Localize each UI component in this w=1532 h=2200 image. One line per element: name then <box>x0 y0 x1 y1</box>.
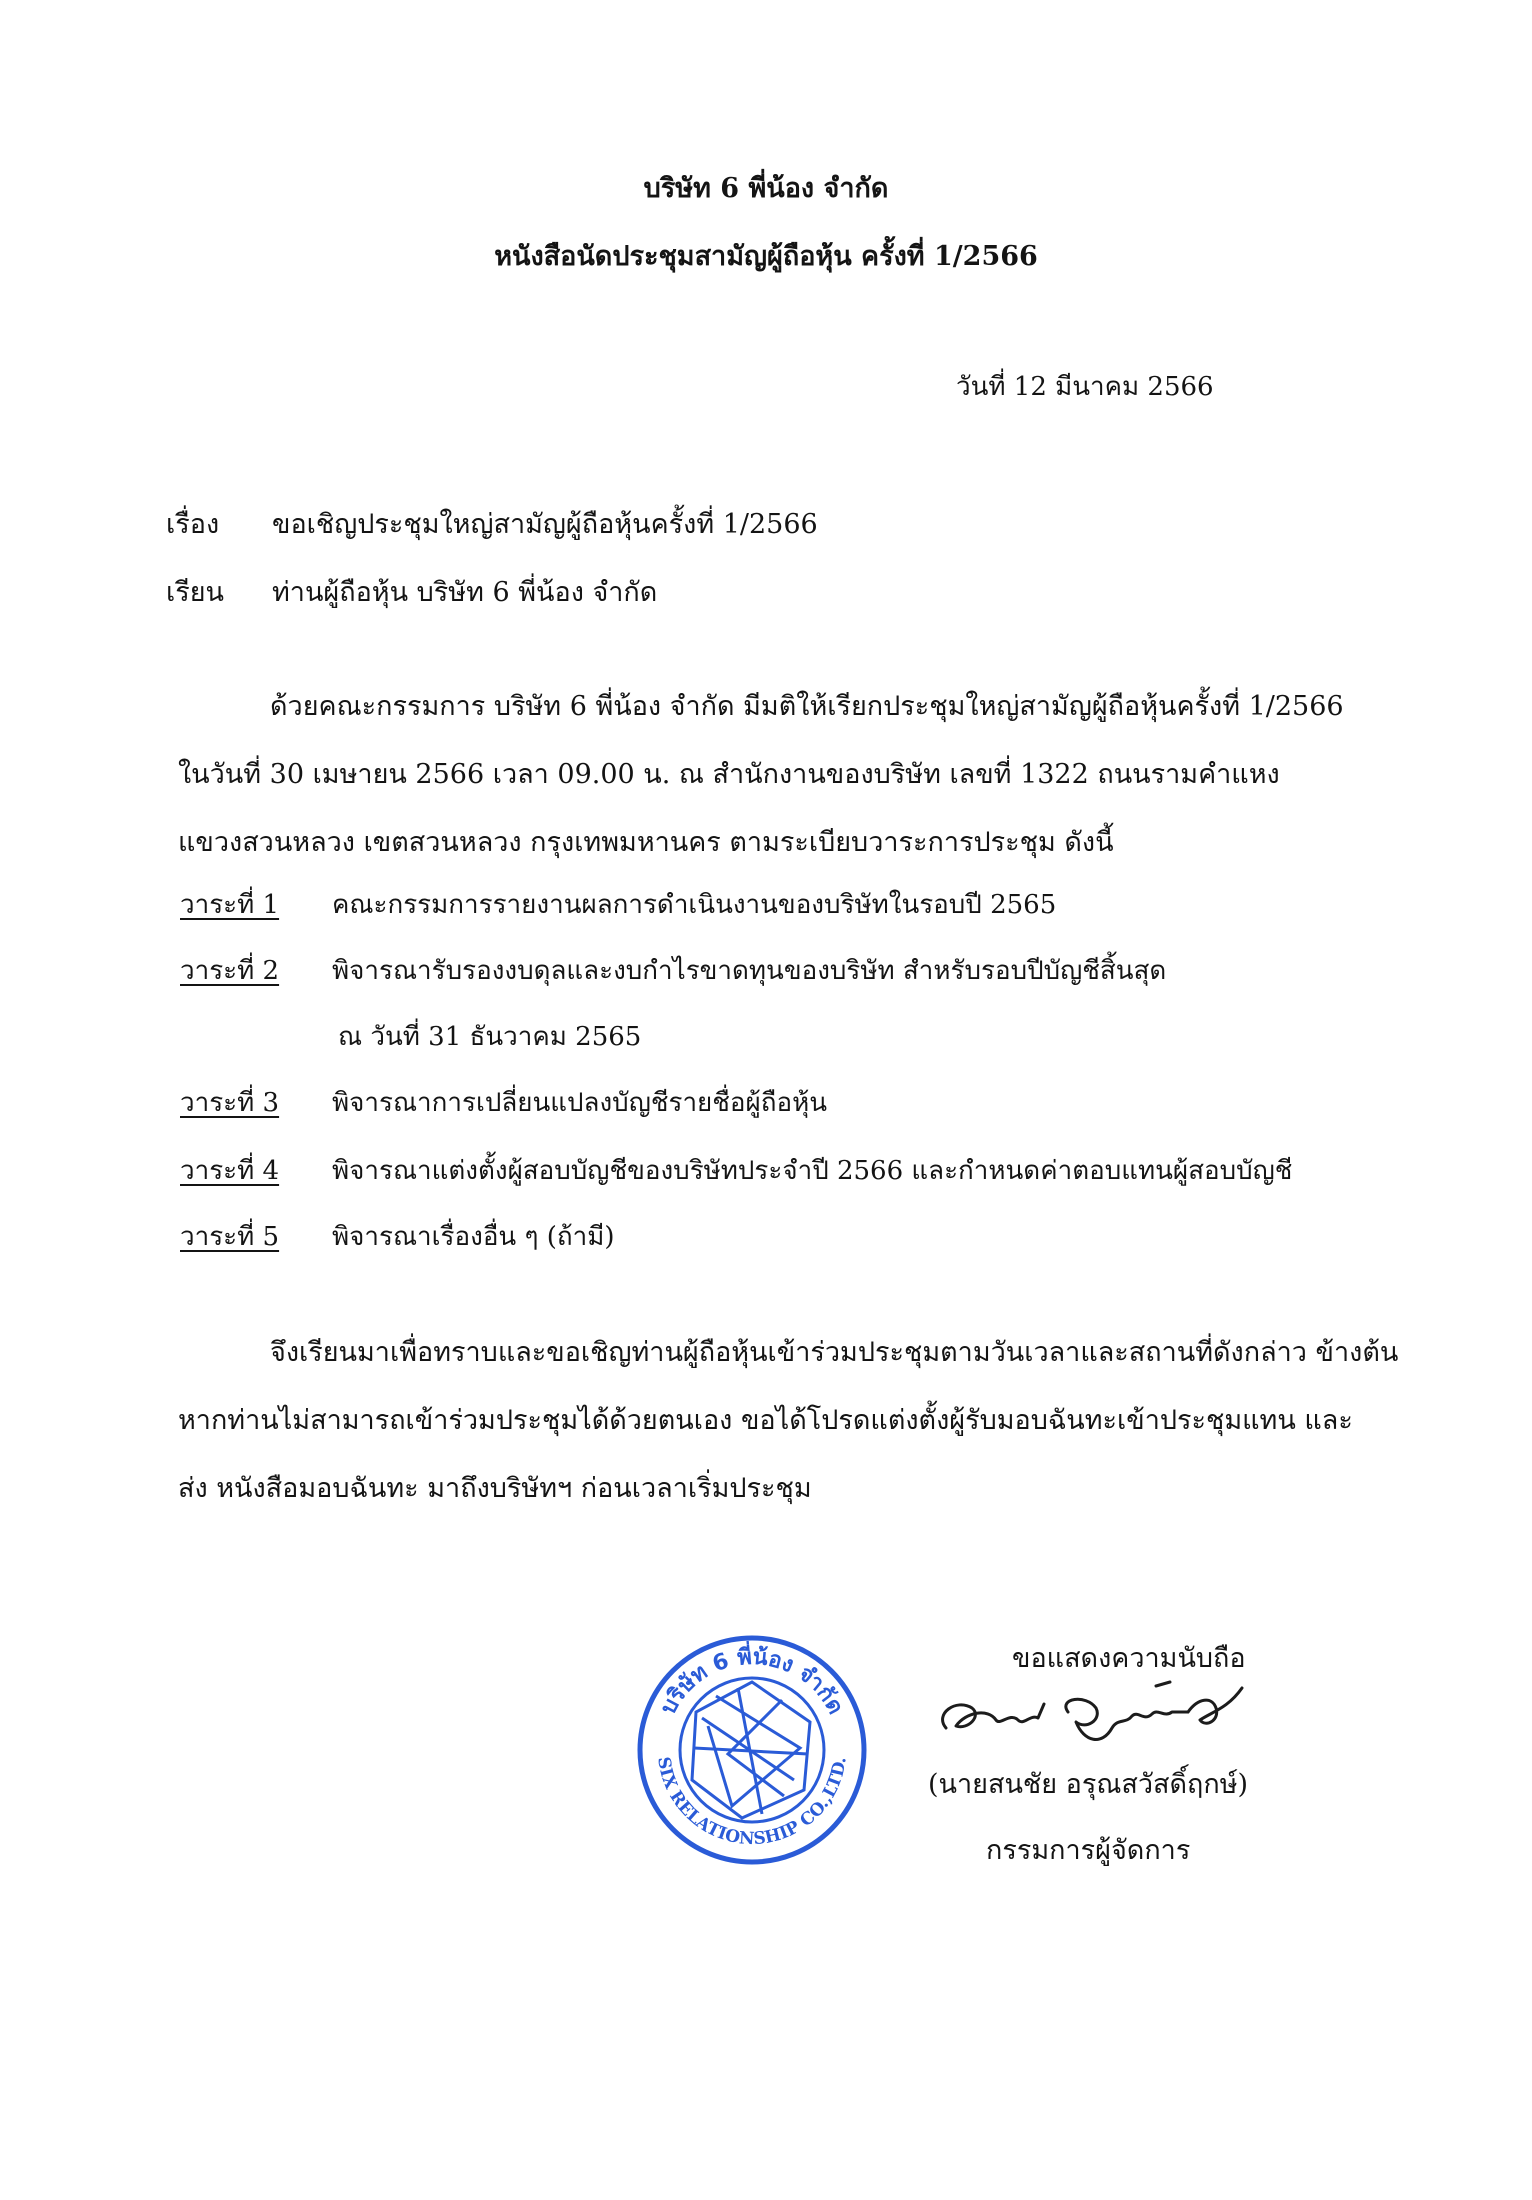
signer-name: (นายสนชัย อรุณสวัสดิ์ฤกษ์) <box>928 1769 1249 1800</box>
agenda-2-label: วาระที่ 2 <box>180 956 280 986</box>
agenda-3-label: วาระที่ 3 <box>180 1088 280 1118</box>
closing-salutation: ขอแสดงความนับถือ <box>1012 1643 1246 1674</box>
agenda-1-label: วาระที่ 1 <box>180 890 280 920</box>
signer-title: กรรมการผู้จัดการ <box>986 1835 1191 1866</box>
body-line-1: ด้วยคณะกรรมการ บริษัท 6 พี่น้อง จำกัด มีมติให้เรียกประชุมใหญ่สามัญผู้ถือหุ้นครั้งที่ 1/2566 <box>270 691 1344 722</box>
company-name: บริษัท 6 พี่น้อง จำกัด <box>643 173 889 204</box>
stamp-english-text: SIX RELATIONSHIP CO.,LTD. <box>653 1755 851 1850</box>
agenda-5-label: วาระที่ 5 <box>180 1222 280 1252</box>
closing-line-3: ส่ง หนังสือมอบฉันทะ มาถึงบริษัทฯ ก่อนเวลาเริ่มประชุม <box>178 1473 812 1504</box>
subject-label: เรื่อง <box>166 509 220 540</box>
agenda-3-text: พิจารณาการเปลี่ยนแปลงบัญชีรายชื่อผู้ถือหุ้น <box>332 1088 828 1118</box>
agenda-5-text: พิจารณาเรื่องอื่น ๆ (ถ้ามี) <box>332 1222 615 1252</box>
document-date: วันที่ 12 มีนาคม 2566 <box>956 372 1214 402</box>
agenda-1-text: คณะกรรมการรายงานผลการดำเนินงานของบริษัทในรอบปี 2565 <box>332 890 1057 920</box>
closing-line-1: จึงเรียนมาเพื่อทราบและขอเชิญท่านผู้ถือหุ้นเข้าร่วมประชุมตามวันเวลาและสถานที่ดังกล่าว ข้างต้น <box>270 1337 1399 1368</box>
agenda-2-continuation: ณ วันที่ 31 ธันวาคม 2565 <box>338 1022 642 1052</box>
agenda-4-text: พิจารณาแต่งตั้งผู้สอบบัญชีของบริษัทประจำปี 2566 และกำหนดค่าตอบแทนผู้สอบบัญชี <box>332 1156 1293 1186</box>
handwritten-signature <box>926 1668 1266 1758</box>
stamp-thai-text: บริษัท 6 พี่น้อง จำกัด <box>656 1644 848 1719</box>
recipient-label: เรียน <box>166 577 225 608</box>
agenda-4-label: วาระที่ 4 <box>180 1156 280 1186</box>
closing-line-2: หากท่านไม่สามารถเข้าร่วมประชุมได้ด้วยตนเอง ขอได้โปรดแต่งตั้งผู้รับมอบฉันทะเข้าประชุมแทน และ <box>178 1405 1353 1436</box>
recipient-text: ท่านผู้ถือหุ้น บริษัท 6 พี่น้อง จำกัด <box>272 577 658 608</box>
agenda-2-text: พิจารณารับรองงบดุลและงบกำไรขาดทุนของบริษัท สำหรับรอบปีบัญชีสิ้นสุด <box>332 956 1167 986</box>
body-line-3: แขวงสวนหลวง เขตสวนหลวง กรุงเทพมหานคร ตามระเบียบวาระการประชุม ดังนี้ <box>178 827 1114 858</box>
company-seal-stamp <box>632 1630 872 1870</box>
body-line-2: ในวันที่ 30 เมษายน 2566 เวลา 09.00 น. ณ สำนักงานของบริษัท เลขที่ 1322 ถนนรามคำแหง <box>178 759 1280 790</box>
subject-text: ขอเชิญประชุมใหญ่สามัญผู้ถือหุ้นครั้งที่ 1/2566 <box>272 509 818 540</box>
document-title: หนังสือนัดประชุมสามัญผู้ถือหุ้น ครั้งที่ 1/2566 <box>494 241 1038 272</box>
